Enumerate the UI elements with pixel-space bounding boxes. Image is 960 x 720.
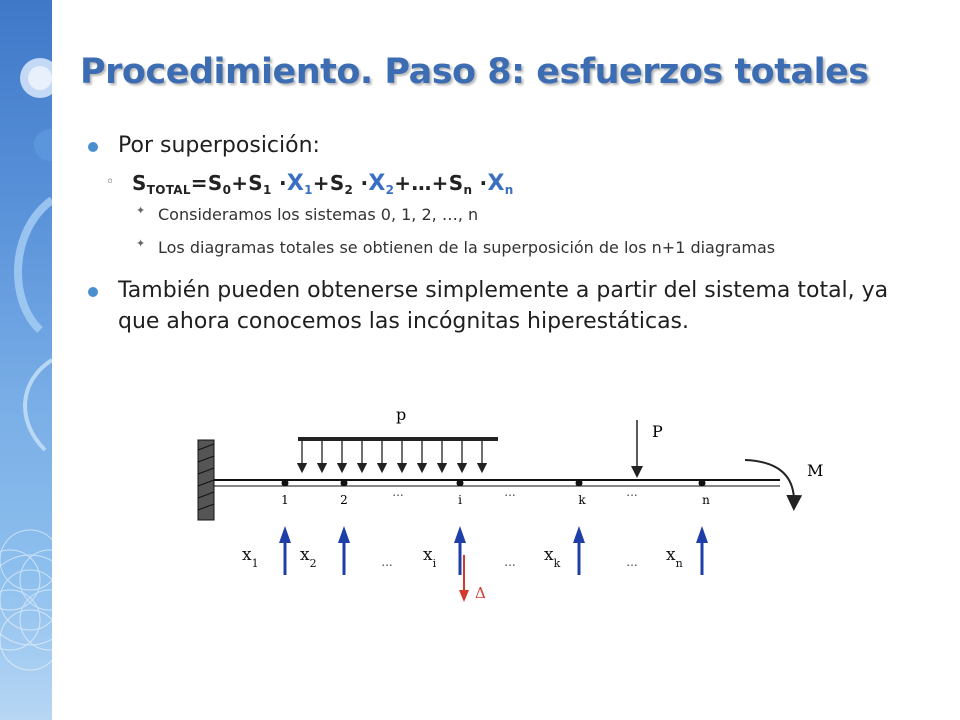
formula-s: S <box>248 171 264 195</box>
redundant-forces <box>279 526 708 575</box>
force-label: $x_k$ <box>544 545 561 570</box>
bullet-text: También pueden obtenerse simplemente a partir del sistema total, ya que ahora conocemos las incógnitas hiperestáticas. <box>118 278 889 334</box>
star-bullet-icon: ✦ <box>136 204 146 217</box>
ellipsis: ... <box>392 485 404 499</box>
star-bullet-icon: ✦ <box>136 237 146 250</box>
beam-ellipses <box>392 485 637 499</box>
force-label: $x_1$ <box>242 545 259 570</box>
load-p-label: p <box>396 405 407 424</box>
formula-x <box>368 171 394 196</box>
formula-s: S <box>448 171 464 195</box>
delta-label: Δ <box>475 584 486 602</box>
ellipsis: ... <box>626 485 638 499</box>
formula-s: S <box>132 171 147 195</box>
slide-content <box>88 130 928 337</box>
formula-sub: n <box>463 183 473 197</box>
formula-sub: 2 <box>385 183 395 197</box>
node-point <box>576 480 583 487</box>
node-point <box>699 480 706 487</box>
distributed-load-bar <box>298 437 498 441</box>
moment-arrow <box>745 460 794 503</box>
bullet-text: Por superposición: <box>118 133 320 158</box>
formula-dot: · <box>360 171 369 195</box>
bullet-dot-icon <box>88 287 98 297</box>
node-point <box>457 480 464 487</box>
formula-x-letter: X <box>368 171 386 196</box>
formula-dot: · <box>278 171 287 195</box>
ellipsis: ... <box>504 485 516 499</box>
formula-dot: · <box>479 171 488 195</box>
sub-bullet-text: Consideramos los sistemas 0, 1, 2, …, n <box>158 205 479 224</box>
sidebar-pattern-graphic <box>0 0 52 720</box>
formula-x-letter: X <box>286 171 305 196</box>
formula-x-letter: X <box>487 171 505 196</box>
bullet-dot-icon <box>88 142 98 152</box>
bullet-total-system <box>88 275 928 337</box>
formula-x <box>487 171 513 196</box>
beam-diagram <box>190 400 840 610</box>
bullet-superposition <box>88 130 928 161</box>
node-point <box>282 480 289 487</box>
load-P-label: P <box>652 422 663 441</box>
node-label: k <box>578 493 586 507</box>
formula-sub: 0 <box>222 183 232 197</box>
slide-title: Procedimiento. Paso 8: esfuerzos totales <box>80 52 869 92</box>
distributed-load-arrows <box>302 441 482 468</box>
node-label: i <box>458 493 462 507</box>
force-label: $x_i$ <box>423 545 437 570</box>
ellipsis: ... <box>504 555 516 569</box>
force-label: $x_2$ <box>300 545 317 570</box>
spacer <box>88 257 928 275</box>
formula-x <box>287 171 313 196</box>
node-point <box>341 480 348 487</box>
formula-plus: + <box>312 171 330 195</box>
superposition-formula <box>102 171 928 197</box>
node-labels <box>281 493 710 507</box>
formula-sub: 1 <box>263 183 272 197</box>
formula-sub: 1 <box>304 183 313 197</box>
ellipsis: ... <box>626 555 638 569</box>
force-label: $x_n$ <box>666 545 683 570</box>
formula-dots: +…+ <box>394 171 449 195</box>
decorative-sidebar <box>0 0 52 720</box>
formula-sub: 2 <box>344 183 354 197</box>
node-label: n <box>702 493 710 507</box>
formula-eq: = <box>190 171 208 195</box>
delta-arrow-head <box>459 590 469 602</box>
formula-sub: n <box>504 183 514 197</box>
ring-bullet-icon: ◦ <box>106 174 115 190</box>
formula-s: S <box>329 171 345 195</box>
ellipsis: ... <box>381 555 393 569</box>
formula-plus: + <box>231 171 249 195</box>
formula-s: S <box>207 171 223 195</box>
sub-bullet-diagrams <box>132 238 928 257</box>
formula-sub: TOTAL <box>146 183 191 197</box>
sub-bullet-systems <box>132 205 928 224</box>
fixed-support <box>198 440 214 520</box>
sub-bullet-text: Los diagramas totales se obtienen de la superposición de los n+1 diagramas <box>158 238 776 257</box>
node-label: 2 <box>340 493 348 507</box>
node-label: 1 <box>281 493 289 507</box>
force-labels <box>242 545 683 570</box>
force-ellipses <box>381 555 637 569</box>
moment-M-label: M <box>807 461 824 480</box>
